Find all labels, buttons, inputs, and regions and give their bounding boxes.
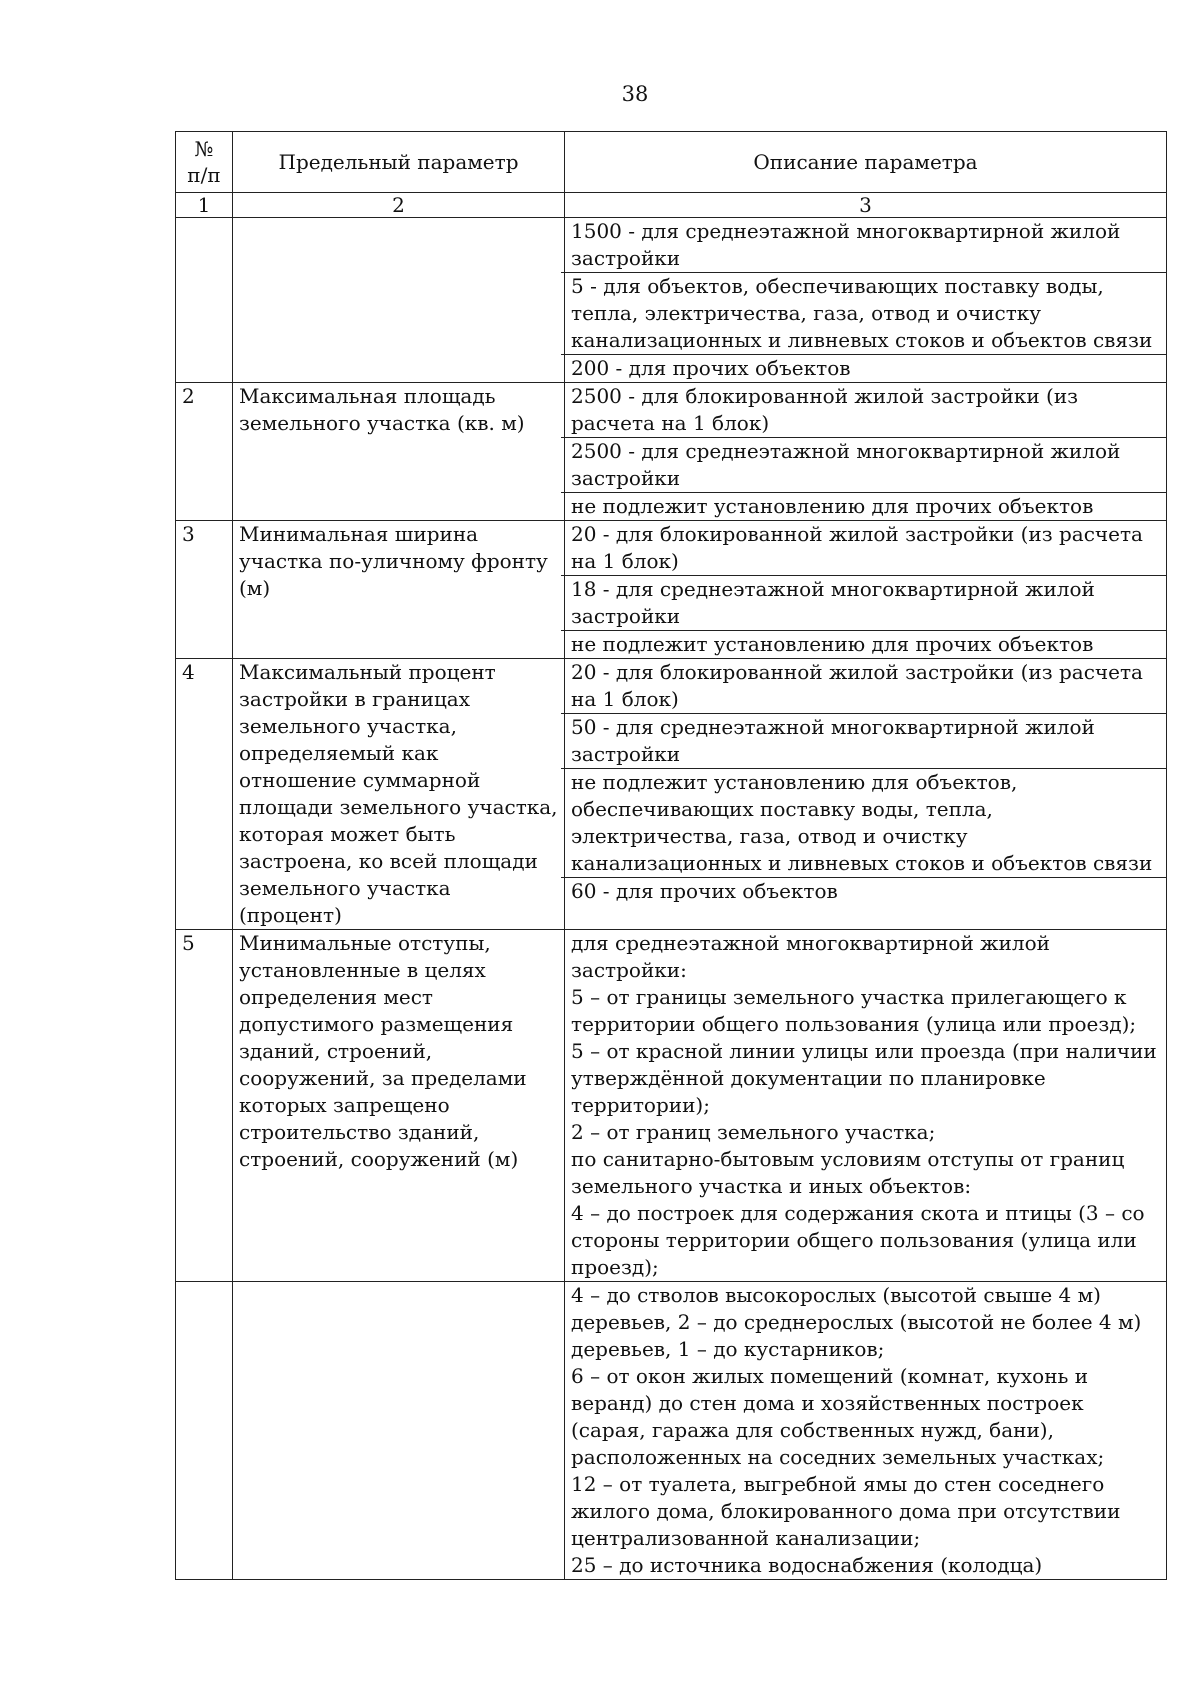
- desc-line: по санитарно-бытовым условиям отступы от границ земельного участка и иных объектов:: [571, 1147, 1125, 1198]
- table-header-row: [176, 132, 1167, 193]
- desc-line: 25 – до источника водоснабжения (колодца): [571, 1553, 1043, 1577]
- row-desc: [565, 1282, 1167, 1580]
- row-number: [176, 218, 233, 383]
- row-number: 3: [176, 521, 233, 659]
- row-desc: [565, 521, 1167, 659]
- row-number: [176, 1282, 233, 1580]
- desc-item: не подлежит установлению для объектов, обеспечивающих поставку воды, тепла, электричества, газа, отвод и очистку канализационных и ливневых стоков и объектов связи: [561, 769, 1166, 878]
- desc-item: 50 - для среднеэтажной многоквартирной жилой застройки: [561, 714, 1166, 769]
- row-number: 5: [176, 930, 233, 1282]
- desc-item: 18 - для среднеэтажной многоквартирной жилой застройки: [561, 576, 1166, 631]
- row-desc: [565, 218, 1167, 383]
- desc-line: 6 – от окон жилых помещений (комнат, кухонь и веранд) до стен дома и хозяйственных построек (сарая, гаража для собственных нужд, бани), расположенных на соседних земельных участках;: [571, 1364, 1105, 1469]
- desc-item: 60 - для прочих объектов: [571, 879, 838, 903]
- desc-line: 12 – от туалета, выгребной ямы до стен соседнего жилого дома, блокированного дома при отсутствии централизованной канализации;: [571, 1472, 1121, 1550]
- row-param: Минимальные отступы, установленные в целях определения мест допустимого размещения зданий, строений, сооружений, за пределами которых запрещено строительство зданий, строений, сооружений (м): [233, 930, 565, 1282]
- row-desc: [565, 383, 1167, 521]
- table-row: [176, 521, 1167, 659]
- desc-item: 2500 - для блокированной жилой застройки (из расчета на 1 блок): [561, 383, 1166, 438]
- table-row: [176, 383, 1167, 521]
- table-row: [176, 930, 1167, 1282]
- column-number-row: [176, 193, 1167, 218]
- desc-line: 5 – от границы земельного участка прилегающего к территории общего пользования (улица или проезд);: [571, 985, 1137, 1036]
- row-param: [233, 218, 565, 383]
- desc-item: 5 - для объектов, обеспечивающих поставку воды, тепла, электричества, газа, отвод и очистку канализационных и ливневых стоков и объектов связи: [561, 273, 1166, 355]
- header-desc: Описание параметра: [565, 132, 1167, 193]
- header-param: Предельный параметр: [233, 132, 565, 193]
- row-desc: [565, 930, 1167, 1282]
- col-number: 1: [176, 193, 233, 218]
- desc-item: 20 - для блокированной жилой застройки (из расчета на 1 блок): [561, 521, 1166, 576]
- desc-item: 20 - для блокированной жилой застройки (из расчета на 1 блок): [561, 659, 1166, 714]
- row-param: Минимальная ширина участка по-уличному фронту (м): [233, 521, 565, 659]
- col-number: 2: [233, 193, 565, 218]
- table-row: [176, 1282, 1167, 1580]
- table-row: [176, 218, 1167, 383]
- desc-item: не подлежит установлению для прочих объектов: [571, 632, 1094, 656]
- table-row: [176, 659, 1167, 930]
- desc-line: 2 – от границ земельного участка;: [571, 1120, 936, 1144]
- row-desc: [565, 659, 1167, 930]
- desc-line: 4 – до стволов высокорослых (высотой свыше 4 м) деревьев, 2 – до среднерослых (высотой не более 4 м) деревьев, 1 – до кустарников;: [571, 1283, 1142, 1361]
- parameters-table: [175, 131, 1167, 1580]
- desc-line: для среднеэтажной многоквартирной жилой застройки:: [571, 931, 1050, 982]
- row-param: [233, 1282, 565, 1580]
- col-number: 3: [565, 193, 1167, 218]
- row-number: 2: [176, 383, 233, 521]
- row-param: Максимальная площадь земельного участка (кв. м): [233, 383, 565, 521]
- desc-item: 2500 - для среднеэтажной многоквартирной жилой застройки: [561, 438, 1166, 493]
- desc-item: 200 - для прочих объектов: [571, 356, 851, 380]
- desc-item: не подлежит установлению для прочих объектов: [571, 494, 1094, 518]
- desc-line: 4 – до построек для содержания скота и птицы (3 – со стороны территории общего пользования (улица или проезд);: [571, 1201, 1145, 1279]
- row-param: Максимальный процент застройки в границах земельного участка, определяемый как отношение суммарной площади земельного участка, которая может быть застроена, ко всей площади земельного участка (процент): [233, 659, 565, 930]
- row-number: 4: [176, 659, 233, 930]
- desc-line: 5 – от красной линии улицы или проезда (при наличии утверждённой документации по планировке территории);: [571, 1039, 1157, 1117]
- page-number: 38: [621, 82, 649, 106]
- desc-item: 1500 - для среднеэтажной многоквартирной жилой застройки: [561, 218, 1166, 273]
- header-number: № п/п: [176, 132, 233, 193]
